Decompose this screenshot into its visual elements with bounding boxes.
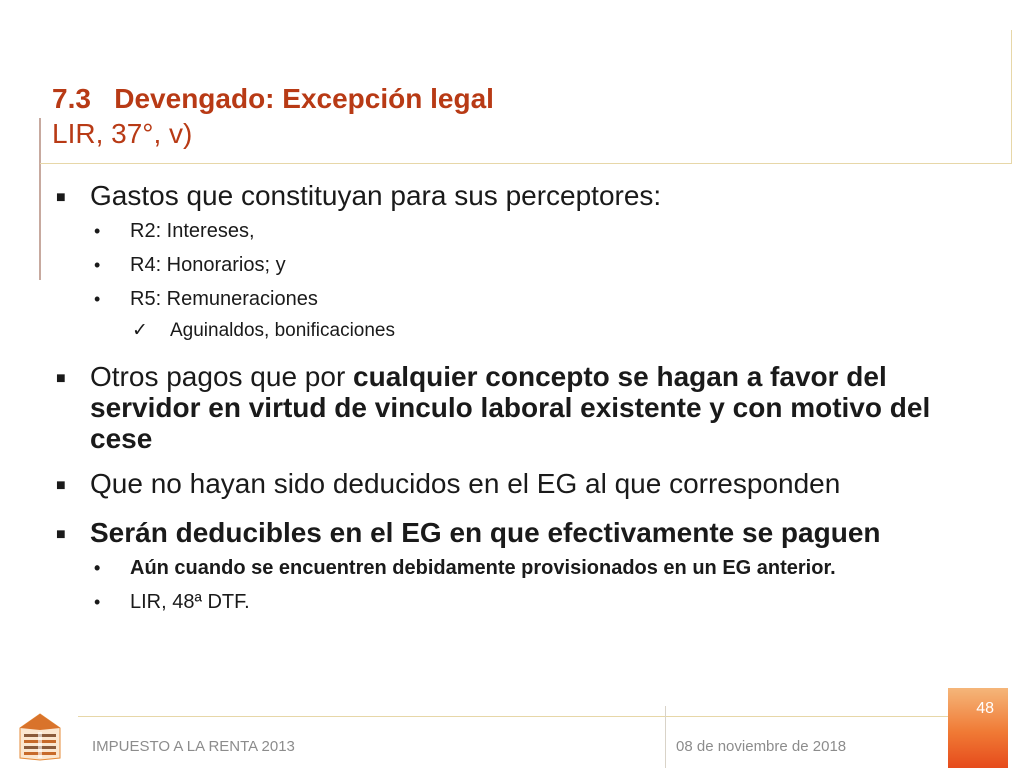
square-bullet-icon: ■ <box>56 189 66 206</box>
footer-date: 08 de noviembre de 2018 <box>676 738 847 755</box>
sub-bullet-item <box>52 253 952 277</box>
dot-bullet-icon: • <box>94 558 101 578</box>
title-sub: LIR, 37°, v) <box>52 118 193 149</box>
sub-bullet-item <box>52 556 952 580</box>
bullet-item <box>52 517 952 548</box>
dot-bullet-icon: • <box>94 592 101 612</box>
sub-bullet-item <box>52 219 952 243</box>
page-number: 48 <box>976 700 994 717</box>
bullet-item <box>52 361 952 454</box>
bullet-item <box>52 180 952 211</box>
square-bullet-icon: ■ <box>56 526 66 543</box>
bullet-text: Gastos que constituyan para sus perceptores: <box>90 180 662 211</box>
dot-bullet-icon: • <box>94 289 101 309</box>
sub-bullet-text: R4: Honorarios; y <box>130 254 286 276</box>
checkmark-icon: ✓ <box>132 320 148 341</box>
sub-bullet-item <box>52 590 952 614</box>
square-bullet-icon: ■ <box>56 370 66 387</box>
slide-content <box>52 180 952 614</box>
dot-bullet-icon: • <box>94 221 101 241</box>
footer-line <box>78 716 948 717</box>
sub-bullet-text: Aún cuando se encuentren debidamente provisionados en un EG anterior. <box>130 557 836 579</box>
bullet-text-prefix: Otros pagos que por <box>90 361 354 392</box>
bullet-text-bold: cualquier concepto se hagan a favor del servidor en virtud de vinculo laboral existente y con motivo del cese <box>90 361 931 454</box>
title-divider-line <box>40 163 1012 164</box>
check-text: Aguinaldos, bonificaciones <box>170 320 395 341</box>
slide-title <box>52 82 952 152</box>
footer-left-text: IMPUESTO A LA RENTA 2013 <box>92 738 295 755</box>
sub-bullet-text: R2: Intereses, <box>130 220 255 242</box>
left-accent-line <box>39 118 41 280</box>
square-bullet-icon: ■ <box>56 477 66 494</box>
page-number-box <box>948 688 1008 768</box>
sub-bullet-text: LIR, 48ª DTF. <box>130 591 250 613</box>
title-main: 7.3 Devengado: Excepción legal <box>52 83 494 114</box>
sub-bullet-item <box>52 287 952 311</box>
footer-divider <box>665 706 666 768</box>
dot-bullet-icon: • <box>94 255 101 275</box>
bullet-text: Serán deducibles en el EG en que efectivamente se paguen <box>90 517 881 548</box>
bullet-item <box>52 468 952 499</box>
sub-bullet-text: R5: Remuneraciones <box>130 288 318 310</box>
bullet-text: Que no hayan sido deducidos en el EG al que corresponden <box>90 468 841 499</box>
building-logo-icon <box>18 712 62 762</box>
right-accent-line <box>1011 30 1012 164</box>
check-item <box>52 319 952 343</box>
